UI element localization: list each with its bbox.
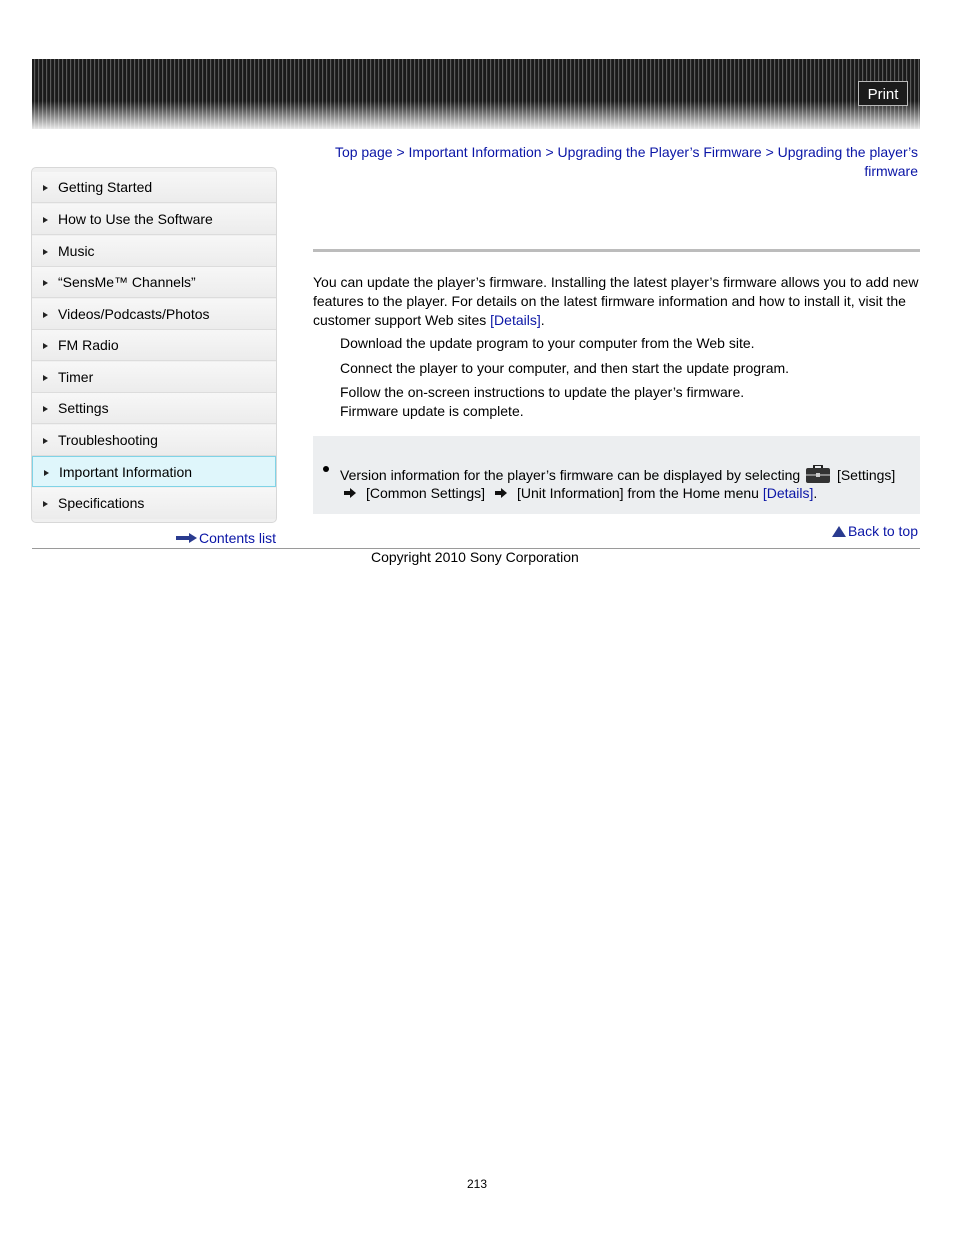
arrow-right-icon: [44, 470, 49, 476]
arrow-right-icon: [43, 375, 48, 381]
sidebar-item-label: Important Information: [59, 464, 193, 480]
breadcrumb-upgrading-firmware-section[interactable]: Upgrading the Player’s Firmware: [557, 144, 762, 160]
sidebar-item-label: Specifications: [58, 495, 145, 511]
breadcrumb: [313, 143, 918, 181]
up-triangle-icon: [832, 526, 846, 537]
breadcrumb-important-information[interactable]: Important Information: [408, 144, 542, 160]
sidebar-item-label: Troubleshooting: [58, 432, 158, 448]
arrow-right-icon: [43, 217, 48, 223]
sidebar-item-label: FM Radio: [58, 337, 119, 353]
step-3: Follow the on-screen instructions to update the player’s firmware.: [340, 384, 745, 400]
breadcrumb-top-page[interactable]: Top page: [334, 144, 393, 160]
contents-list-link[interactable]: [176, 530, 276, 546]
title-divider: [313, 249, 920, 252]
note-text: Version information for the player’s firmware can be displayed by selecting: [340, 467, 801, 483]
sidebar-item-label: “SensMe™ Channels”: [58, 274, 196, 290]
step-result: Firmware update is complete.: [340, 403, 524, 419]
note-settings-text: [Settings]: [836, 467, 896, 483]
arrow-right-icon: [43, 438, 48, 444]
intro-text: You can update the player’s firmware. Installing the latest player’s firmware allows you to add new features to the player. For details on the latest firmware information and how to install it, visit the customer support Web sites: [313, 274, 919, 328]
back-to-top-link[interactable]: [832, 523, 918, 539]
sidebar-item-label: Timer: [58, 369, 94, 385]
arrow-right-icon: [43, 406, 48, 412]
intro-paragraph: [313, 273, 921, 330]
sidebar-item-label: Getting Started: [58, 179, 153, 195]
sidebar-item-label: Music: [58, 243, 95, 259]
sidebar-item-important-information[interactable]: [32, 456, 276, 487]
arrow-right-icon: [43, 343, 48, 349]
sidebar-item-sensme-channels[interactable]: [32, 267, 276, 298]
print-button[interactable]: Print: [858, 81, 908, 106]
arrow-right-icon: [43, 185, 48, 191]
arrow-right-icon: [176, 533, 197, 543]
breadcrumb-separator: >: [396, 144, 405, 160]
back-to-top-label: Back to top: [847, 523, 918, 539]
breadcrumb-separator: >: [765, 144, 774, 160]
sidebar-item-fm-radio[interactable]: [32, 330, 276, 361]
sidebar-item-getting-started[interactable]: [32, 172, 276, 203]
toolbox-icon: [806, 465, 830, 483]
sidebar-item-label: Videos/Podcasts/Photos: [58, 306, 210, 322]
arrow-right-icon: [43, 501, 48, 507]
intro-end: .: [540, 312, 545, 328]
bullet-icon: [323, 466, 329, 472]
page-number: 213: [466, 1177, 488, 1191]
sidebar-item-music[interactable]: [32, 236, 276, 267]
note-line-2: [344, 485, 817, 501]
breadcrumb-separator: >: [545, 144, 554, 160]
note-line-1: [340, 465, 895, 483]
arrow-right-icon: [43, 280, 48, 286]
arrow-right-icon: [495, 488, 507, 498]
sidebar-nav: [31, 167, 277, 523]
sidebar-item-how-to-use-software[interactable]: [32, 204, 276, 235]
step-2: Connect the player to your computer, and then start the update program.: [340, 360, 790, 376]
note-end: .: [813, 485, 818, 501]
sidebar-item-label: Settings: [58, 400, 109, 416]
sidebar-item-troubleshooting[interactable]: [32, 425, 276, 456]
arrow-right-icon: [43, 249, 48, 255]
sidebar-item-specifications[interactable]: [32, 488, 276, 519]
arrow-right-icon: [43, 312, 48, 318]
step-1: Download the update program to your computer from the Web site.: [340, 335, 755, 351]
breadcrumb-current-page[interactable]: Upgrading the player’s firmware: [777, 144, 918, 179]
sidebar-item-settings[interactable]: [32, 393, 276, 424]
note-common-settings: [Common Settings]: [366, 485, 486, 501]
header-bar: [32, 59, 920, 129]
sidebar-item-label: How to Use the Software: [58, 211, 213, 227]
contents-list-label: Contents list: [199, 530, 277, 546]
note-unit-information: [Unit Information] from the Home menu: [516, 485, 763, 501]
details-link[interactable]: [Details]: [490, 312, 541, 328]
sidebar-item-timer[interactable]: [32, 362, 276, 393]
arrow-right-icon: [344, 488, 356, 498]
note-details-link[interactable]: [Details]: [762, 485, 814, 501]
copyright-text: Copyright 2010 Sony Corporation: [371, 549, 579, 565]
sidebar-item-videos-podcasts-photos[interactable]: [32, 299, 276, 330]
